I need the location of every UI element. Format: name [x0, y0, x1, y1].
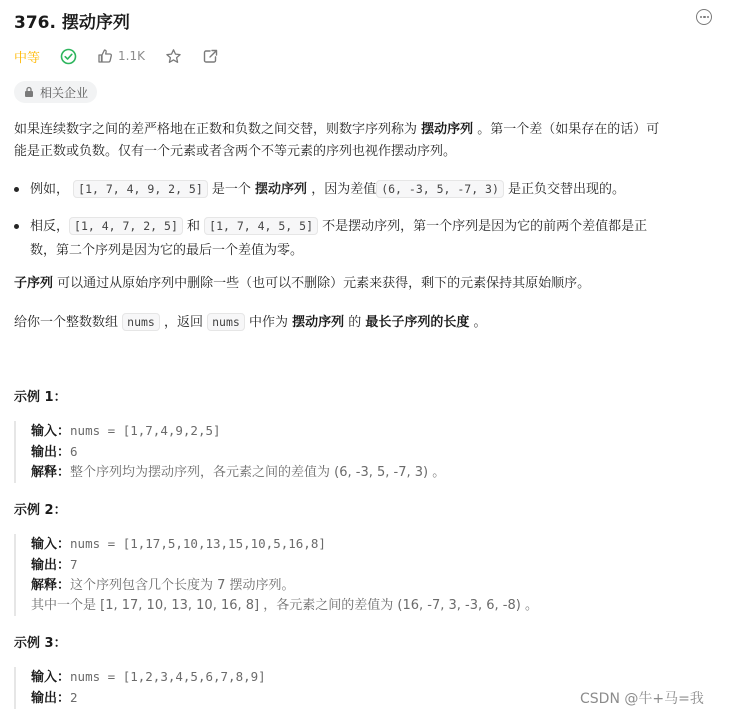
lock-icon: [23, 86, 35, 98]
bullet: [14, 187, 19, 192]
thumbs-up-icon: [97, 48, 113, 64]
inline-code: nums: [122, 313, 160, 331]
example-block: 输入：nums = [1,17,5,10,13,15,10,5,16,8] 输出：7 解释：这个序列包含几个长度为 7 摆动序列。 其中一个是 [1, 17, 10, 13, 10, 16, 8] ，各元素之间的差值为 (16, -7, 3, -3, 6, -8) 。: [14, 534, 714, 616]
example-heading: 示例 2：: [14, 503, 67, 518]
more-icon[interactable]: [696, 9, 712, 25]
description-paragraph: 如果连续数字之间的差严格地在正数和负数之间交替，则数字序列称为 摆动序列 。第一个差（如果存在的话）可 能是正数或负数。仅有一个元素或者含两个不等元素的序列也视作摆动序列。: [14, 122, 660, 159]
inline-code: (6, -3, 5, -7, 3): [376, 180, 504, 198]
related-companies-tag[interactable]: [14, 81, 97, 103]
check-circle-icon: [60, 48, 77, 65]
task-paragraph: 给你一个整数数组 nums ，返回 nums 中作为 摆动序列 的 最长子序列的长度 。: [14, 315, 487, 330]
list-item: 例如， [1, 7, 4, 9, 2, 5] 是一个 摆动序列 ，因为差值 (6, -3, 5, -7, 3) 是正负交替出现的。: [14, 177, 714, 202]
like-button[interactable]: [97, 48, 145, 64]
example-block: 输入：nums = [1,7,4,9,2,5] 输出：6 解释：整个序列均为摆动序列，各元素之间的差值为 (6, -3, 5, -7, 3) 。: [14, 421, 714, 483]
watermark: CSDN @牛+马=我: [580, 691, 704, 707]
favorite-button[interactable]: [165, 48, 182, 65]
star-icon: [165, 48, 182, 65]
example-heading: 示例 1：: [14, 390, 67, 405]
share-icon: [202, 48, 219, 65]
inline-code: [1, 7, 4, 5, 5]: [204, 217, 318, 235]
tag-label: 相关企业: [40, 85, 89, 100]
page-title: 376. 摆动序列: [14, 13, 130, 33]
example-heading: 示例 3：: [14, 636, 67, 651]
subsequence-paragraph: 子序列 可以通过从原始序列中删除一些（也可以不删除）元素来获得，剩下的元素保持其原始顺序。: [14, 276, 591, 291]
inline-code: [1, 4, 7, 2, 5]: [69, 217, 183, 235]
problem-meta: [14, 44, 239, 68]
list-item: 相反， [1, 4, 7, 2, 5] 和 [1, 7, 4, 5, 5] 不是摆动序列，第一个序列是因为它的前两个差值都是正 数，第二个序列是因为它的最后一个差值为零。: [14, 214, 714, 263]
inline-code: nums: [207, 313, 245, 331]
like-count: 1.1K: [118, 49, 145, 63]
bullet: [14, 224, 19, 229]
difficulty-badge: 中等: [14, 50, 41, 66]
inline-code: [1, 7, 4, 9, 2, 5]: [73, 180, 208, 198]
example-block: 输入：nums = [1,2,3,4,5,6,7,8,9] 输出：2: [14, 667, 714, 709]
share-button[interactable]: [202, 48, 219, 65]
